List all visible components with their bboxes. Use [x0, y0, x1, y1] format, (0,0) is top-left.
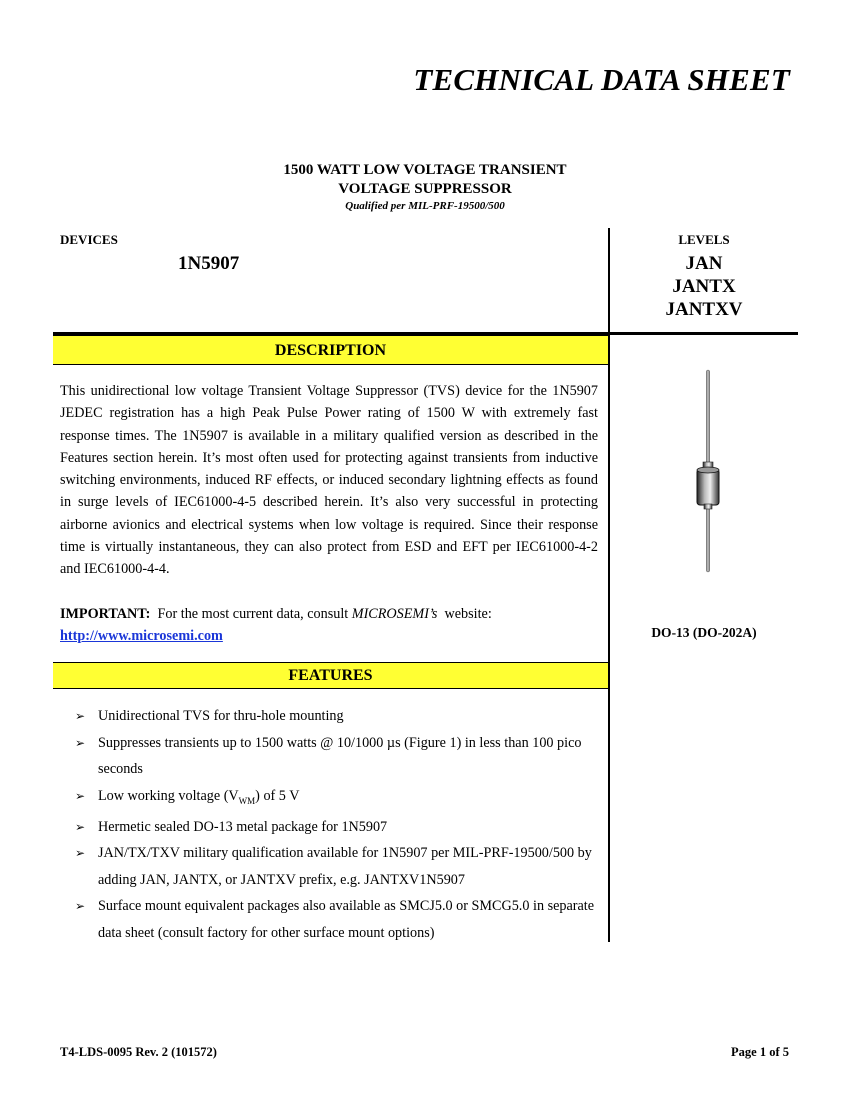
arrow-bullet-icon: ➢: [75, 819, 86, 834]
important-text: For the most current data, consult: [157, 606, 349, 622]
qualification-note: Qualified per MIL-PRF-19500/500: [345, 200, 505, 212]
device-name: 1N5907: [178, 253, 240, 274]
arrow-bullet-icon: ➢: [75, 709, 86, 723]
website-link[interactable]: http://www.microsemi.com: [60, 628, 223, 644]
feature-text: Hermetic sealed DO-13 metal package for 1N5907: [98, 818, 388, 835]
arrow-bullet-icon: ➢: [75, 899, 86, 914]
list-item: [75, 730, 605, 783]
document-id: T4-LDS-0095 Rev. 2 (101572): [60, 1045, 217, 1059]
list-item: [75, 893, 605, 946]
page-number: Page 1 of 5: [731, 1045, 789, 1059]
description-heading: DESCRIPTION: [53, 335, 608, 365]
package-label: DO-13 (DO-202A): [651, 625, 757, 640]
list-item: [75, 783, 605, 814]
important-company: MICROSEMI’s: [351, 606, 438, 622]
arrow-bullet-icon: ➢: [75, 788, 86, 803]
arrow-bullet-icon: ➢: [75, 735, 86, 750]
level-jantx: JANTX: [672, 276, 736, 297]
feature-text: Surface mount equivalent packages also available as SMCJ5.0 or SMCG5.0 in separate data sheet (consult factory for other surface mount options): [98, 898, 595, 941]
column-divider: [608, 228, 610, 942]
feature-text-suffix: ) of 5 V: [255, 787, 300, 804]
description-text: This unidirectional low voltage Transient Voltage Suppressor (TVS) device for the 1N5907 JEDEC registration has a high Peak Pulse Power rating of 1500 W with extremely fast response times. The 1N5907 is available in a military qualified version as described in the Features section herein. It’s most often used for protecting against transients from inductive switching environments, induced RF effects, or induced secondary lightning effects as found in surge levels of IEC61000-4-5 described herein. It’s also very successful in protecting airborne avionics and electrical systems when low voltage is required. Since their response time is virtually instantaneous, they can also protect from ESD and EFT per IEC61000-4-2 and IEC61000-4-4.: [60, 383, 598, 578]
feature-text: Unidirectional TVS for thru-hole mounting: [98, 708, 344, 724]
devices-label: DEVICES: [60, 232, 118, 247]
arrow-bullet-icon: ➢: [75, 846, 86, 861]
product-title-line-2: VOLTAGE SUPPRESSOR: [338, 181, 512, 197]
feature-text: JAN/TX/TXV military qualification available for 1N5907 per MIL-PRF-19500/500 by adding JAN, JANTX, or JANTXV prefix, e.g. JANTXV1N5907: [98, 845, 592, 888]
product-title-line-1: 1500 WATT LOW VOLTAGE TRANSIENT: [283, 162, 567, 178]
level-jan: JAN: [685, 253, 723, 274]
list-item: [75, 814, 605, 841]
feature-text: Suppresses transients up to 1500 watts @ 10/1000 µs (Figure 1) in less than 100 pico seconds: [98, 734, 582, 777]
vwm-subscript: WM: [238, 795, 256, 806]
document-title: TECHNICAL DATA SHEET: [413, 62, 790, 97]
features-list: [75, 703, 605, 946]
level-jantxv: JANTXV: [665, 299, 743, 320]
axial-diode-icon: [680, 368, 740, 578]
levels-label: LEVELS: [678, 232, 730, 247]
important-note: [60, 603, 600, 647]
features-heading: FEATURES: [53, 662, 608, 689]
feature-text: Low working voltage (V: [98, 787, 239, 804]
list-item: [75, 703, 605, 730]
list-item: [75, 840, 605, 893]
important-suffix: website:: [444, 606, 492, 622]
important-label: IMPORTANT:: [60, 606, 151, 622]
